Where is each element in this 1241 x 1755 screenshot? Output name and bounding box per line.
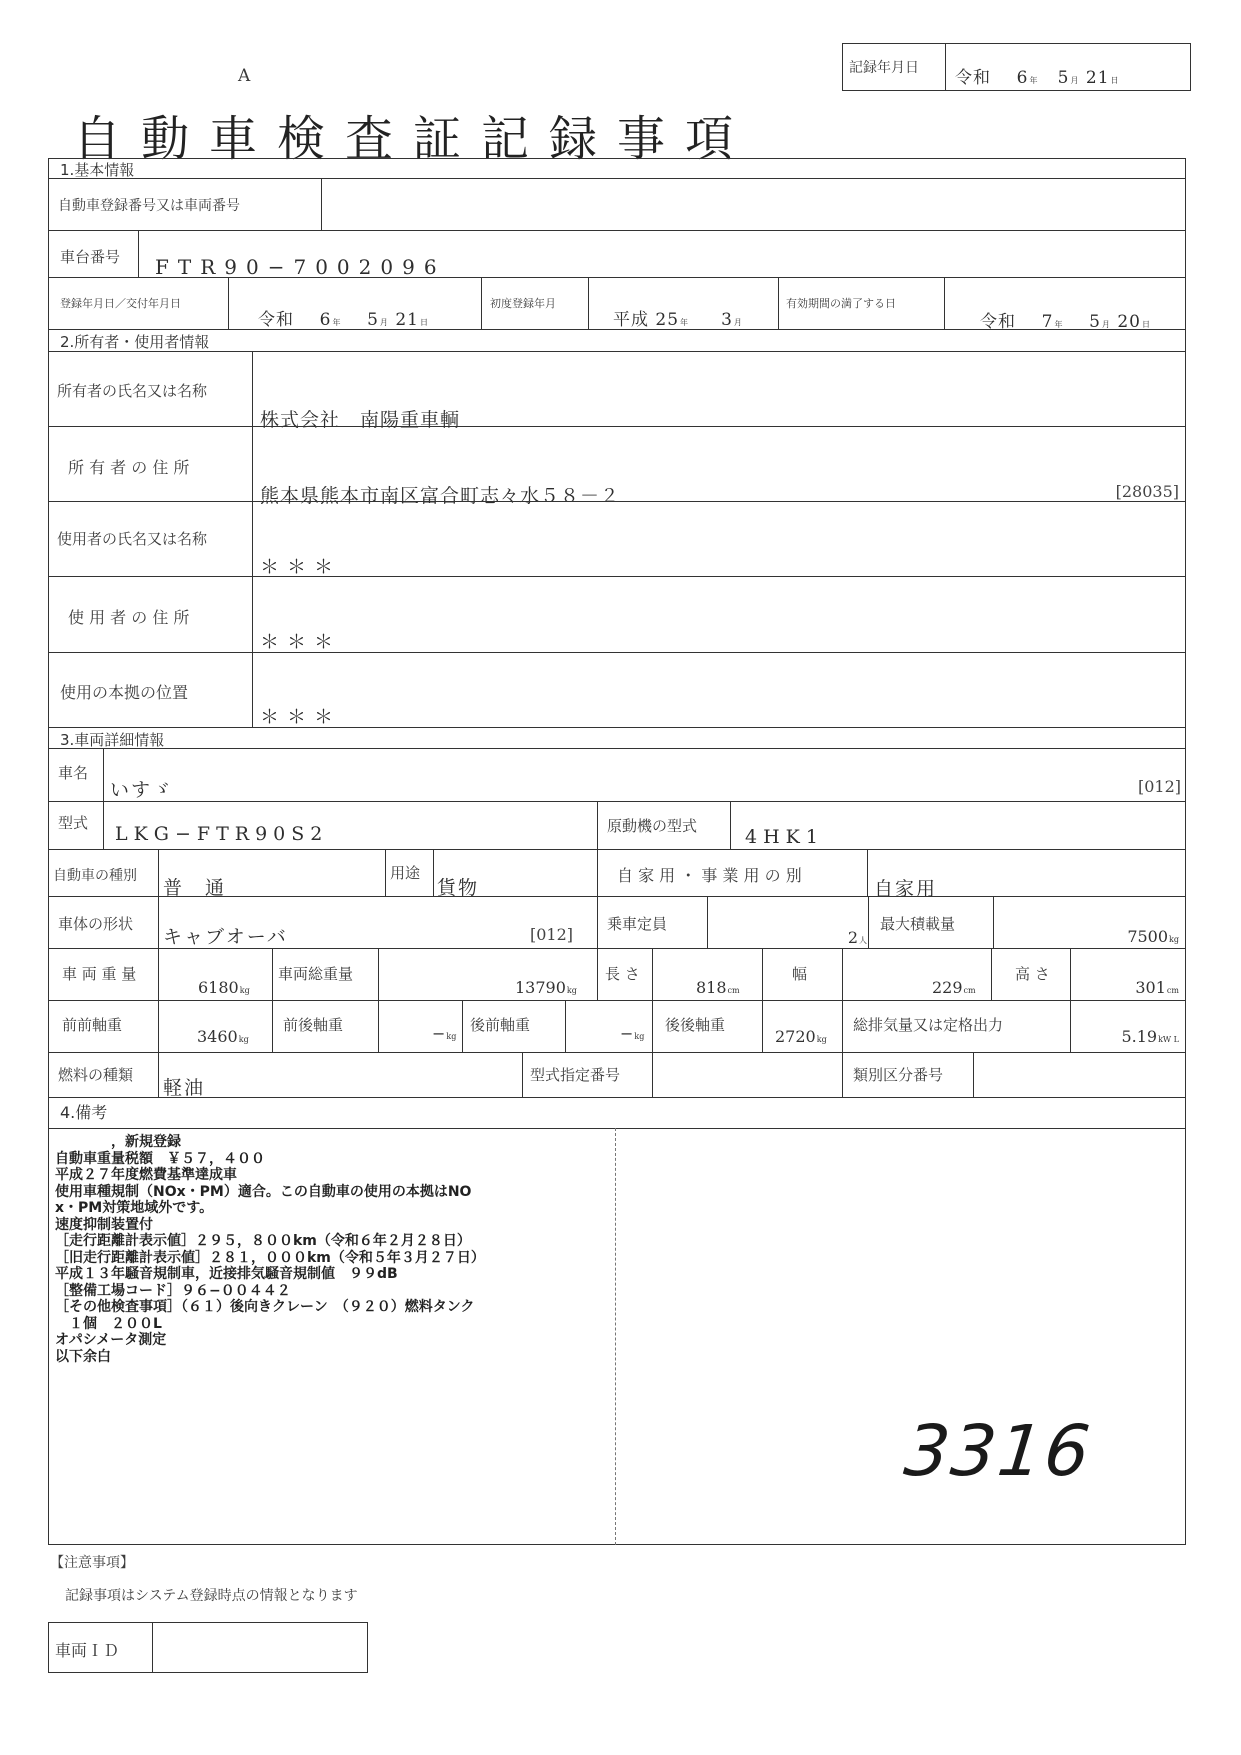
gross-label: 車両総重量 bbox=[278, 965, 354, 983]
private-label: 自 家 用 ・ 事 業 用 の 別 bbox=[617, 866, 802, 885]
notes-text: 記録事項はシステム登録時点の情報となります bbox=[65, 1588, 358, 1604]
height-value: 301cm bbox=[1135, 978, 1179, 997]
width-value: 229cm bbox=[932, 978, 976, 997]
expiry-label: 有効期間の満了する日 bbox=[786, 297, 896, 310]
reg-date-label: 登録年月日／交付年月日 bbox=[60, 297, 181, 310]
owner-addr-label: 所 有 者 の 住 所 bbox=[68, 458, 190, 477]
width-label: 幅 bbox=[792, 965, 808, 983]
section-basic: 1.基本情報 bbox=[60, 161, 135, 179]
weight-value: 6180kg bbox=[198, 978, 250, 997]
owner-addr-value: 熊本県熊本市南区富合町志々水５８－２ bbox=[260, 485, 621, 507]
class-label: 類別区分番号 bbox=[853, 1066, 944, 1084]
ff-axle-label: 前前軸重 bbox=[62, 1016, 123, 1034]
reg-number-label: 自動車登録番号又は車両番号 bbox=[58, 198, 240, 214]
section-remarks: 4.備考 bbox=[60, 1103, 108, 1122]
rr-axle-label: 後後軸重 bbox=[665, 1016, 726, 1034]
type-desig-label: 型式指定番号 bbox=[530, 1066, 621, 1084]
length-label: 長 さ bbox=[605, 965, 640, 983]
private-value: 自家用 bbox=[874, 878, 938, 900]
user-name-label: 使用者の氏名又は名称 bbox=[57, 530, 208, 548]
first-reg-label: 初度登録年月 bbox=[490, 297, 556, 310]
body-code: [012] bbox=[530, 925, 574, 944]
base-value: ＊＊＊ bbox=[260, 706, 342, 728]
capacity-value: 2人 bbox=[847, 928, 867, 947]
ff-axle-value: 3460kg bbox=[197, 1027, 249, 1046]
use-label: 用途 bbox=[390, 864, 421, 882]
fr-axle-label: 前後軸重 bbox=[283, 1016, 344, 1034]
expiry-value: 令和 7年 5月 20日 bbox=[980, 312, 1151, 332]
vehicle-id-label: 車両ＩＤ bbox=[55, 1641, 120, 1660]
owner-name-label: 所有者の氏名又は名称 bbox=[57, 382, 208, 400]
page-title: 自動車検査証記録事項 bbox=[73, 111, 754, 167]
reg-date-value: 令和 6年 5月 21日 bbox=[258, 310, 429, 330]
user-addr-value: ＊＊＊ bbox=[260, 631, 342, 653]
rr-axle-value: 2720kg bbox=[775, 1027, 827, 1046]
fr-axle-value: −kg bbox=[432, 1024, 457, 1043]
engine-label: 原動機の型式 bbox=[607, 817, 698, 835]
user-name-value: ＊＊＊ bbox=[260, 556, 342, 578]
make-code: [012] bbox=[1137, 777, 1181, 796]
record-date-label: 記録年月日 bbox=[849, 60, 919, 76]
displacement-value: 5.19kW L bbox=[1121, 1027, 1179, 1046]
record-date-value: 令和 6年 5月 21日 bbox=[955, 68, 1120, 88]
model-value: LKG−FTR90S2 bbox=[115, 823, 329, 845]
kind-label: 自動車の種別 bbox=[53, 868, 137, 884]
height-label: 高 さ bbox=[1015, 965, 1050, 983]
first-reg-value: 平成 25年 3月 bbox=[613, 310, 743, 330]
handwritten-number: 3316 bbox=[900, 1410, 1096, 1492]
gross-value: 13790kg bbox=[515, 978, 577, 997]
length-value: 818cm bbox=[696, 978, 740, 997]
max-load-value: 7500kg bbox=[1127, 927, 1179, 946]
make-value: いすゞ bbox=[110, 779, 174, 801]
chassis-value: FTR90−7002096 bbox=[155, 255, 446, 279]
chassis-label: 車台番号 bbox=[60, 248, 121, 266]
base-label: 使用の本拠の位置 bbox=[60, 683, 189, 702]
kind-value: 普 通 bbox=[163, 877, 227, 899]
fuel-label: 燃料の種類 bbox=[58, 1066, 134, 1084]
body-value: キャブオーバ bbox=[163, 926, 288, 948]
remarks-text: ，新規登録 自動車重量税額 ￥５７，４００ 平成２７年度燃費基準達成車 使用車種規制（NOx・PM）適合。この自動車の使用の本拠はNO x・PM対策地域外です。 速度抑制装置付 ［走行距離計表示値］２９５，８００km（令和６年２月２８日） ［旧走行距離計表示値］２８１，０００km（令和５年３月２７日） 平成１３年騒音規制車，近接排気騒音規制値 ９９dB ［整備工場コード］９６−００４４２ ［その他検査事項］（６１）後向きクレーン （９２０）燃料タンク １個 ２００L オパシメータ測定 以下余白 bbox=[55, 1134, 485, 1365]
rf-axle-label: 後前軸重 bbox=[470, 1016, 531, 1034]
weight-label: 車 両 重 量 bbox=[62, 965, 137, 983]
displacement-label: 総排気量又は定格出力 bbox=[853, 1016, 1004, 1034]
model-label: 型式 bbox=[58, 814, 89, 832]
engine-value: 4HK1 bbox=[745, 826, 824, 848]
rf-axle-value: −kg bbox=[620, 1024, 645, 1043]
use-value: 貨物 bbox=[437, 877, 480, 899]
owner-name-value: 株式会社 南陽重車輌 bbox=[260, 409, 461, 431]
make-label: 車名 bbox=[58, 764, 89, 782]
section-vehicle: 3.車両詳細情報 bbox=[60, 731, 165, 749]
section-owner: 2.所有者・使用者情報 bbox=[60, 333, 210, 351]
owner-addr-code: [28035] bbox=[1115, 482, 1179, 501]
user-addr-label: 使 用 者 の 住 所 bbox=[68, 608, 190, 627]
body-label: 車体の形状 bbox=[58, 915, 134, 933]
notes-title: 【注意事項】 bbox=[50, 1555, 134, 1571]
fuel-value: 軽油 bbox=[163, 1077, 206, 1099]
capacity-label: 乗車定員 bbox=[607, 915, 668, 933]
max-load-label: 最大積載量 bbox=[880, 915, 956, 933]
form-letter: A bbox=[238, 66, 251, 86]
